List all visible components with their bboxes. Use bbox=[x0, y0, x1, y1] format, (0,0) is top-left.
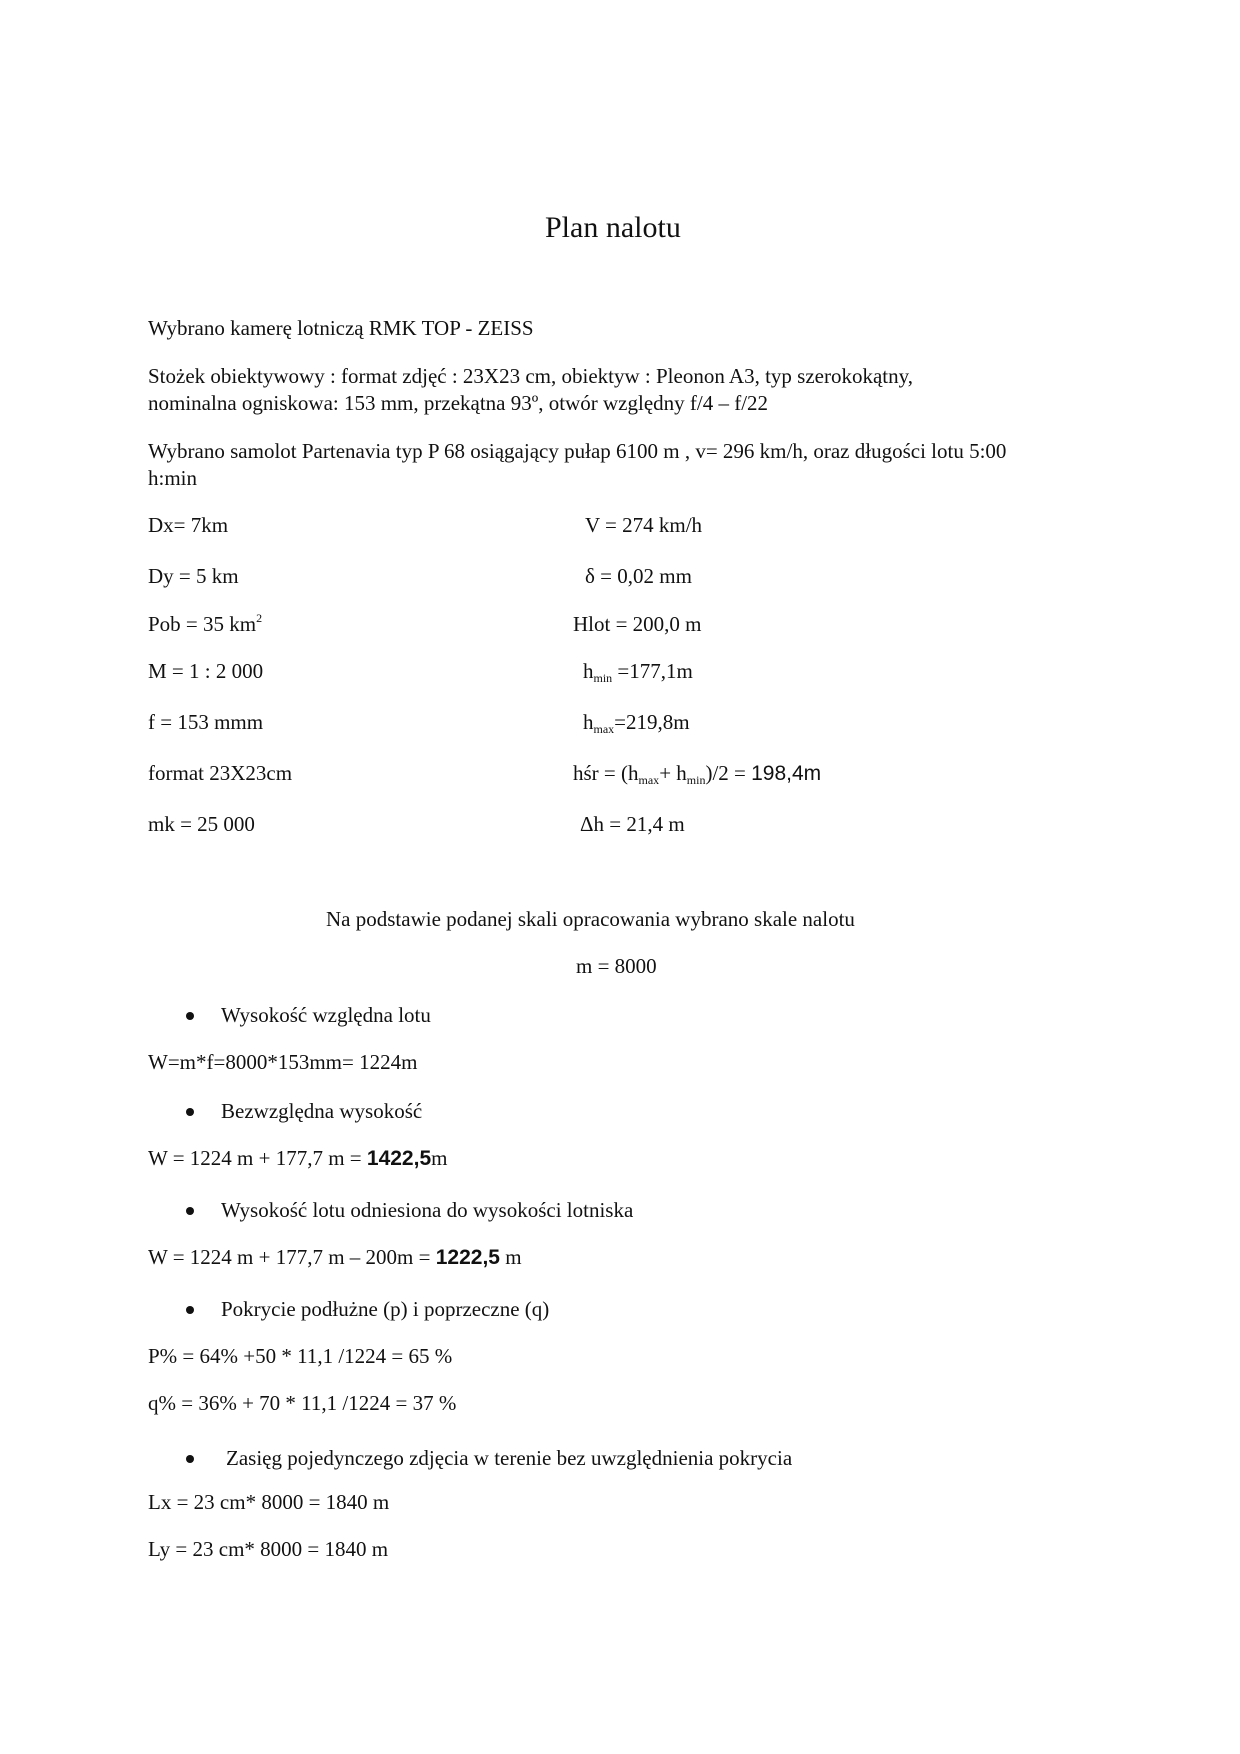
param-hmax-sub: max bbox=[593, 722, 615, 736]
bullet-icon bbox=[186, 1012, 194, 1020]
section-5-ly: Ly = 23 cm* 8000 = 1840 m bbox=[148, 1537, 389, 1561]
param-dy: Dy = 5 km bbox=[148, 564, 239, 588]
param-pob-sup: 2 bbox=[256, 611, 263, 625]
param-hmin-pre: h bbox=[583, 659, 594, 683]
section-3-heading: Wysokość lotu odniesiona do wysokości lotniska bbox=[221, 1198, 634, 1222]
section-4-p-formula: P% = 64% +50 * 11,1 /1224 = 65 % bbox=[148, 1344, 453, 1368]
param-hsr-c: )/2 = bbox=[705, 761, 752, 785]
section-1-heading: Wysokość względna lotu bbox=[221, 1003, 431, 1027]
section-1-formula: W=m*f=8000*153mm= 1224m bbox=[148, 1050, 418, 1074]
param-dh: Δh = 21,4 m bbox=[580, 812, 685, 836]
param-f: f = 153 mmm bbox=[148, 710, 264, 734]
scale-value: m = 8000 bbox=[576, 954, 657, 978]
param-m: M = 1 : 2 000 bbox=[148, 659, 264, 683]
param-pob bbox=[148, 611, 263, 636]
section-3-formula-text: W = 1224 m + 177,7 m – 200m = bbox=[148, 1245, 436, 1269]
param-mk: mk = 25 000 bbox=[148, 812, 255, 836]
param-hmin-val: =177,1m bbox=[612, 659, 693, 683]
param-hmin bbox=[583, 659, 693, 685]
param-format: format 23X23cm bbox=[148, 761, 293, 785]
page-title: Plan nalotu bbox=[545, 211, 681, 244]
lens-line-1: Stożek obiektywowy : format zdjęć : 23X23 cm, obiektyw : Pleonon A3, typ szerokokątny, bbox=[148, 364, 914, 388]
section-5-lx: Lx = 23 cm* 8000 = 1840 m bbox=[148, 1490, 390, 1514]
plane-line-2: h:min bbox=[148, 466, 198, 490]
param-hsr bbox=[573, 761, 822, 787]
section-2-unit: m bbox=[431, 1146, 448, 1170]
bullet-icon bbox=[186, 1306, 194, 1314]
section-2-formula-text: W = 1224 m + 177,7 m = bbox=[148, 1146, 367, 1170]
bullet-icon bbox=[186, 1455, 194, 1463]
param-hsr-sub1: max bbox=[638, 773, 660, 787]
section-2-result: 1422,5 bbox=[366, 1147, 432, 1170]
param-delta: δ = 0,02 mm bbox=[585, 564, 692, 588]
param-hmax-val: =219,8m bbox=[614, 710, 690, 734]
scale-sentence: Na podstawie podanej skali opracowania wybrano skale nalotu bbox=[326, 907, 855, 931]
param-hmax bbox=[583, 710, 690, 736]
section-4-heading: Pokrycie podłużne (p) i poprzeczne (q) bbox=[221, 1297, 550, 1321]
param-v: V = 274 km/h bbox=[585, 513, 703, 537]
section-3-unit: m bbox=[499, 1245, 522, 1269]
section-4-q-formula: q% = 36% + 70 * 11,1 /1224 = 37 % bbox=[148, 1391, 457, 1415]
param-hmin-sub: min bbox=[593, 671, 613, 685]
section-3-formula bbox=[148, 1247, 522, 1268]
section-5-heading: Zasięg pojedynczego zdjęcia w terenie bez uwzględnienia pokrycia bbox=[226, 1446, 793, 1470]
param-dx: Dx= 7km bbox=[148, 513, 229, 537]
camera-line: Wybrano kamerę lotniczą RMK TOP - ZEISS bbox=[148, 316, 534, 340]
section-2-heading: Bezwzględna wysokość bbox=[221, 1099, 423, 1123]
param-hsr-b: + h bbox=[659, 761, 687, 785]
param-hmax-pre: h bbox=[583, 710, 594, 734]
param-pob-text: Pob = 35 km bbox=[148, 612, 257, 636]
param-hsr-val: 198,4m bbox=[751, 762, 822, 785]
lens-line-2: nominalna ogniskowa: 153 mm, przekątna 93º, otwór względny f/4 – f/22 bbox=[148, 391, 769, 415]
param-hlot: Hlot = 200,0 m bbox=[573, 612, 702, 636]
bullet-icon bbox=[186, 1108, 194, 1116]
section-2-formula bbox=[148, 1148, 447, 1169]
bullet-icon bbox=[186, 1207, 194, 1215]
param-hsr-a: hśr = (h bbox=[573, 761, 639, 785]
section-3-result: 1222,5 bbox=[435, 1246, 500, 1269]
param-hsr-sub2: min bbox=[686, 773, 706, 787]
plane-line-1: Wybrano samolot Partenavia typ P 68 osiągający pułap 6100 m , v= 296 km/h, oraz długości lotu 5:00 bbox=[148, 439, 1007, 463]
